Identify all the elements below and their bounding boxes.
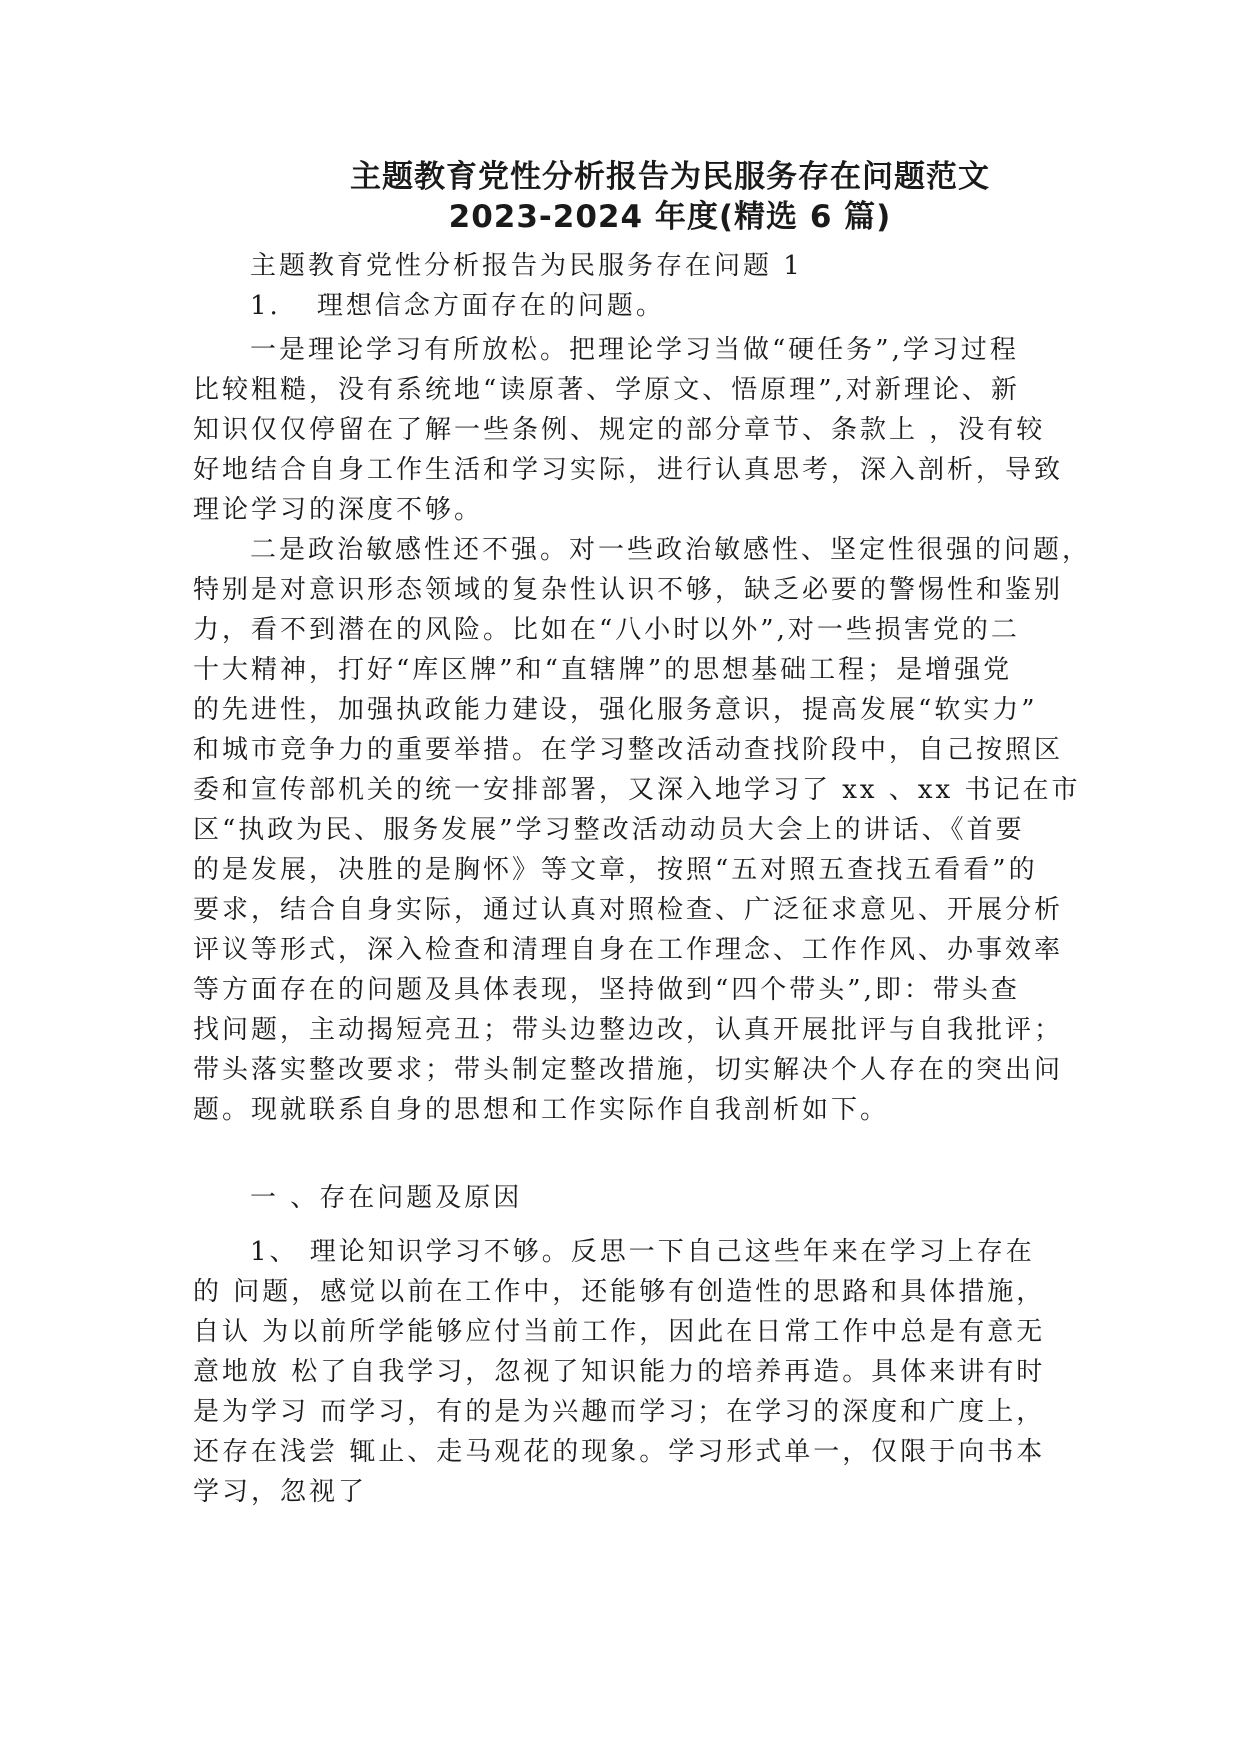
- paragraph-3-line: 还存在浅尝 辄止、走马观花的现象。学习形式单一，仅限于向书本: [193, 1437, 1046, 1467]
- paragraph-2-line: 和城市竞争力的重要举措。在学习整改活动查找阶段中，自己按照区: [193, 735, 1064, 765]
- paragraph-2-line: 带头落实整改要求；带头制定整改措施，切实解决个人存在的突出问: [193, 1055, 1064, 1085]
- paragraph-3-line: 1、 理论知识学习不够。反思一下自己这些年来在学习上存在: [250, 1237, 1035, 1267]
- paragraph-1-line: 一是理论学习有所放松。把理论学习当做“硬任务”,学习过程: [250, 335, 1019, 365]
- paragraph-2-line: 区“执政为民、服务发展”学习整改活动动员大会上的讲话、《首要: [193, 815, 1025, 845]
- paragraph-1-line: 知识仅仅停留在了解一些条例、规定的部分章节、条款上 ，没有较: [193, 415, 1046, 445]
- paragraph-2-line: 委和宣传部机关的统一安排部署，又深入地学习了 xx 、xx 书记在市: [193, 775, 1081, 805]
- document-title-line1: 主题教育党性分析报告为民服务存在问题范文: [350, 159, 990, 195]
- paragraph-2-line: 力，看不到潜在的风险。比如在“八小时以外”,对一些损害党的二: [193, 615, 1020, 645]
- paragraph-3: [193, 1232, 1053, 1512]
- paragraph-2-line: 等方面存在的问题及具体表现，坚持做到“四个带头”,即：带头查: [193, 975, 1020, 1005]
- item1-text: 理想信念方面存在的问题。: [316, 291, 665, 321]
- paragraph-2-line: 特别是对意识形态领域的复杂性认识不够，缺乏必要的警惕性和鉴别: [193, 575, 1064, 605]
- paragraph-3-line: 意地放 松了自我学习，忽视了知识能力的培养再造。具体来讲有时: [193, 1357, 1046, 1387]
- paragraph-2-line: 题。现就联系自身的思想和工作实际作自我剖析如下。: [193, 1095, 890, 1125]
- paragraph-2-line: 十大精神，打好“库区牌”和“直辖牌”的思想基础工程；是增强党: [193, 655, 1013, 685]
- paragraph-2-line: 的先进性，加强执政能力建设，强化服务意识，提高发展“软实力”: [193, 695, 1038, 725]
- paragraph-1-line: 好地结合自身工作生活和学习实际，进行认真思考，深入剖析，导致: [193, 455, 1064, 485]
- section-heading-1: 一 、存在问题及原因: [250, 1183, 523, 1213]
- item1-heading: [250, 286, 665, 326]
- paragraph-3-line: 是为学习 而学习，有的是为兴趣而学习；在学习的深度和广度上，: [193, 1397, 1046, 1427]
- subtitle: 主题教育党性分析报告为民服务存在问题 1: [250, 251, 803, 281]
- paragraph-2-line: 的是发展，决胜的是胸怀》等文章，按照“五对照五查找五看看”的: [193, 855, 1038, 885]
- item1-number: 1.: [250, 291, 281, 321]
- paragraph-1-line: 比较粗糙，没有系统地“读原著、学原文、悟原理”,对新理论、新: [193, 375, 1020, 405]
- document-title-line2: 2023-2024 年度(精选 6 篇): [448, 199, 892, 235]
- paragraph-2: [193, 530, 1092, 1130]
- paragraph-3-line: 的 问题，感觉以前在工作中，还能够有创造性的思路和具体措施，: [193, 1277, 1046, 1307]
- paragraph-2-line: 二是政治敏感性还不强。对一些政治敏感性、坚定性很强的问题，: [250, 535, 1092, 565]
- paragraph-2-line: 找问题，主动揭短亮丑；带头边整边改，认真开展批评与自我批评；: [193, 1015, 1064, 1045]
- paragraph-1: [193, 330, 1064, 530]
- paragraph-1-line: 理论学习的深度不够。: [193, 495, 484, 525]
- paragraph-2-line: 要求，结合自身实际，通过认真对照检查、广泛征求意见、开展分析: [193, 895, 1064, 925]
- paragraph-3-line: 学习，忽视了: [193, 1477, 368, 1507]
- paragraph-2-line: 评议等形式，深入检查和清理自身在工作理念、工作作风、办事效率: [193, 935, 1064, 965]
- paragraph-3-line: 自认 为以前所学能够应付当前工作，因此在日常工作中总是有意无: [193, 1317, 1046, 1347]
